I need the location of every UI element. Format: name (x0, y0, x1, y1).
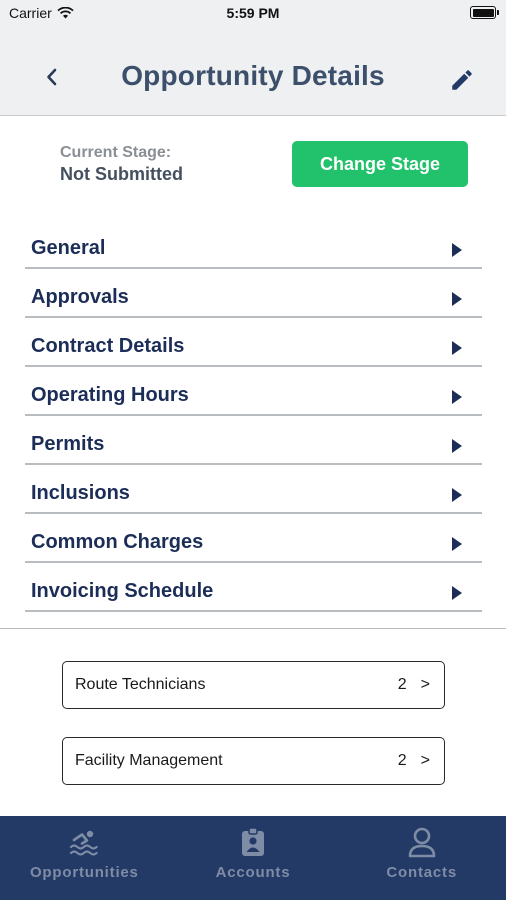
pencil-icon (449, 67, 475, 93)
section-row-approvals[interactable] (25, 269, 482, 318)
card-count-group (398, 676, 430, 694)
tab-opportunities[interactable] (0, 816, 169, 900)
carrier-label: Carrier (9, 5, 52, 21)
caret-right-icon (452, 586, 462, 600)
tab-label: Contacts (386, 864, 457, 881)
section-label: Permits (31, 433, 105, 455)
stage-value: Not Submitted (60, 164, 183, 184)
caret-right-icon (452, 488, 462, 502)
caret-right-icon (452, 243, 462, 257)
tab-contacts[interactable] (337, 816, 506, 900)
caret-right-icon (452, 390, 462, 404)
navigation-bar (0, 28, 506, 116)
caret-right-icon (452, 292, 462, 306)
tab-label: Opportunities (29, 864, 139, 881)
stage-label: Current Stage: (60, 144, 172, 161)
tab-label: Accounts (215, 864, 291, 881)
section-label: Invoicing Schedule (31, 580, 214, 602)
card-label: Facility Management (75, 752, 223, 769)
card-count: 2 (397, 676, 407, 693)
chevron-right-icon: > (420, 752, 430, 769)
divider (0, 628, 506, 629)
section-label: Operating Hours (31, 384, 189, 406)
section-row-general[interactable] (25, 220, 482, 269)
battery-icon (470, 6, 496, 19)
caret-right-icon (452, 537, 462, 551)
section-label: Contract Details (31, 335, 185, 357)
facility-management-card[interactable] (62, 737, 445, 785)
caret-right-icon (452, 341, 462, 355)
caret-right-icon (452, 439, 462, 453)
section-list (25, 220, 482, 612)
section-row-inclusions[interactable] (25, 465, 482, 514)
section-row-contract-details[interactable] (25, 318, 482, 367)
section-label: General (31, 237, 106, 259)
section-label: Common Charges (31, 531, 204, 553)
card-label: Route Technicians (75, 676, 206, 693)
id-badge-icon (240, 827, 266, 857)
section-row-permits[interactable] (25, 416, 482, 465)
section-row-common-charges[interactable] (25, 514, 482, 563)
section-label: Approvals (31, 286, 129, 308)
section-row-invoicing-schedule[interactable] (25, 563, 482, 612)
route-technicians-card[interactable] (62, 661, 445, 709)
tab-bar (0, 816, 506, 900)
tab-accounts[interactable] (169, 816, 338, 900)
change-stage-button[interactable]: Change Stage (292, 141, 468, 187)
card-count: 2 (397, 752, 407, 769)
current-stage-block (60, 144, 260, 185)
edit-button[interactable] (447, 66, 477, 94)
section-row-operating-hours[interactable] (25, 367, 482, 416)
card-count-group (398, 752, 430, 770)
chevron-right-icon: > (420, 676, 430, 693)
section-label: Inclusions (31, 482, 130, 504)
user-icon (407, 826, 437, 858)
page-title: Opportunity Details (121, 60, 385, 91)
status-time: 5:59 PM (226, 5, 280, 21)
status-bar (0, 0, 506, 28)
swimmer-icon (68, 827, 100, 857)
